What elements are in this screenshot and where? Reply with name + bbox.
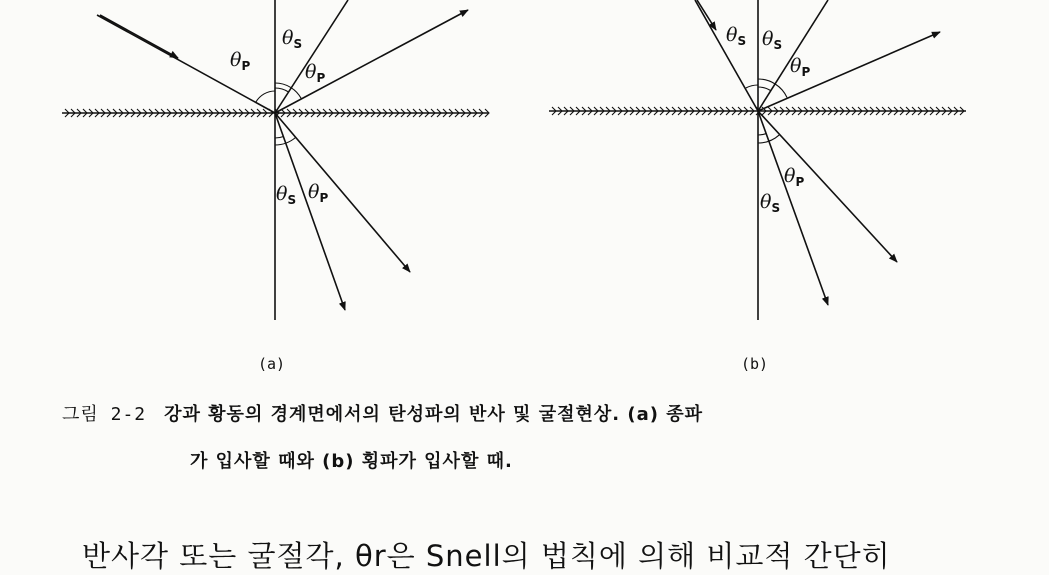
panel-b-theta-p-reflected: $\theta_P$: [790, 55, 811, 79]
panel-b-incident-ray: [695, 0, 758, 111]
panel-a-theta-s-reflected: $\theta_S$: [282, 27, 303, 51]
panel-b-diagram: [549, 0, 966, 320]
panel-b-theta-p-refracted: $\theta_P$: [784, 165, 805, 189]
panel-b-arc-reflect-s: [758, 87, 771, 91]
panel-a-incident-arrow: [100, 15, 178, 58]
panel-a-theta-s-refracted: $\theta_S$: [276, 183, 297, 207]
panel-b-theta-s-incident: $\theta_S$: [726, 24, 747, 48]
caption-text-line2: 가 입사할 때와 (b) 횡파가 입사할 때.: [190, 451, 513, 472]
panel-b-theta-s-reflected: $\theta_S$: [762, 28, 783, 52]
panel-b-label: (b): [741, 355, 769, 373]
figure-caption: [62, 400, 703, 426]
panel-b-theta-s-refracted: $\theta_S$: [760, 191, 781, 215]
panel-a-theta-p-refracted: $\theta_P$: [308, 181, 329, 205]
panel-a-arc-reflect-s: [275, 88, 289, 92]
panel-a-theta-p-incident: $\theta_P$: [230, 49, 251, 73]
panel-a-arc-reflect-p: [275, 83, 301, 99]
panel-a-arc-refract-s: [275, 136, 284, 138]
body-paragraph: 반사각 또는 굴절각, θr은 Snell의 법칙에 의해 비교적 간단히: [82, 539, 891, 573]
panel-a-reflected-s: [275, 0, 348, 113]
panel-a-diagram: [62, 0, 489, 320]
caption-number: 그림 2-2: [62, 404, 147, 425]
panel-a-theta-p-reflected: $\theta_P$: [305, 61, 326, 85]
panel-a-arc-incident: [256, 91, 275, 102]
panel-b-incident-arrow: [697, 0, 716, 30]
caption-text-line1: 강과 황동의 경계면에서의 탄성파의 반사 및 굴절현상. (a) 종파: [164, 404, 704, 425]
panel-b-refracted-p: [758, 111, 897, 262]
panel-b-arc-incident: [746, 85, 758, 88]
panel-a-reflected-p: [275, 10, 468, 113]
panel-a-label: (a): [258, 355, 286, 373]
panel-b-reflected-p: [758, 32, 940, 111]
panel-a-refracted-s: [275, 113, 345, 310]
panel-b-arc-refract-s: [758, 134, 766, 135]
